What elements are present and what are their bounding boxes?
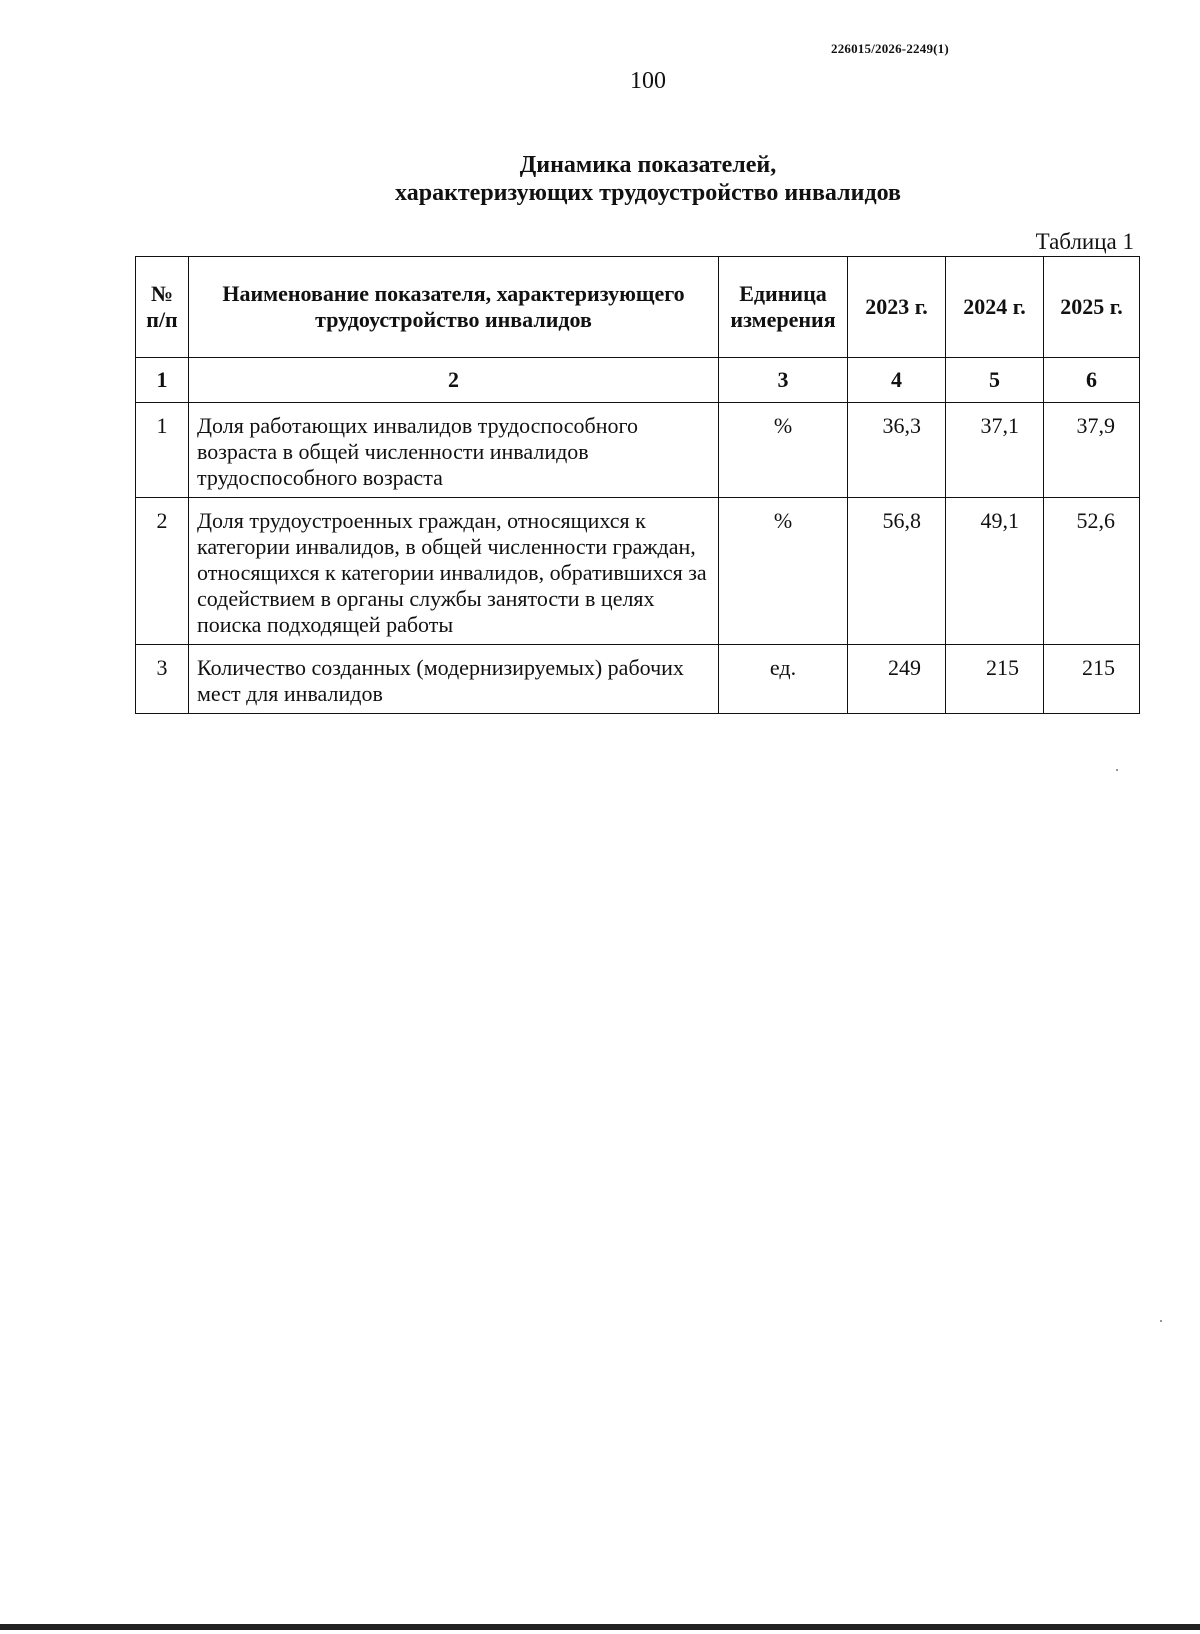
indicator-unit: %: [719, 403, 848, 498]
page-title: [0, 151, 1200, 207]
column-number: 4: [848, 358, 946, 403]
value-2023: 249: [848, 645, 946, 714]
value-2024: 215: [946, 645, 1044, 714]
scan-edge-bar: [0, 1624, 1200, 1630]
row-number: 3: [136, 645, 189, 714]
value-2023: 56,8: [848, 498, 946, 645]
indicator-name: Доля работающих инвалидов трудоспособного возраста в общей численности инвалидов трудоспособного возраста: [189, 403, 719, 498]
table-row: [136, 645, 1140, 714]
header-num: № п/п: [136, 257, 189, 358]
table-header-row: [136, 257, 1140, 358]
title-line-1: Динамика показателей,: [519, 152, 777, 178]
value-2023: 36,3: [848, 403, 946, 498]
column-number: 1: [136, 358, 189, 403]
scan-speck: [1116, 769, 1118, 771]
column-number: 6: [1044, 358, 1140, 403]
value-2025: 37,9: [1044, 403, 1140, 498]
indicator-name: Количество созданных (модернизируемых) рабочих мест для инвалидов: [189, 645, 719, 714]
table-row: [136, 498, 1140, 645]
header-2025: 2025 г.: [1044, 257, 1140, 358]
column-numbers-row: [136, 358, 1140, 403]
value-2025: 52,6: [1044, 498, 1140, 645]
scan-speck: [1160, 1320, 1162, 1322]
indicator-unit: ед.: [719, 645, 848, 714]
value-2024: 49,1: [946, 498, 1044, 645]
table-label: Таблица 1: [1035, 229, 1134, 254]
title-line-2: характеризующих трудоустройство инвалидов: [395, 180, 901, 206]
row-number: 2: [136, 498, 189, 645]
indicator-name: Доля трудоустроенных граждан, относящихся к категории инвалидов, в общей численности граждан, относящихся к категории инвалидов, обратившихся за содействием в органы службы занятости в целях поиска подходящей работы: [189, 498, 719, 645]
column-number: 2: [189, 358, 719, 403]
header-name: Наименование показателя, характеризующего трудоустройство инвалидов: [189, 257, 719, 358]
header-2023: 2023 г.: [848, 257, 946, 358]
column-number: 3: [719, 358, 848, 403]
row-number: 1: [136, 403, 189, 498]
page-number: 100: [630, 68, 666, 94]
indicator-unit: %: [719, 498, 848, 645]
column-number: 5: [946, 358, 1044, 403]
document-id: 226015/2026-2249(1): [831, 41, 949, 56]
value-2025: 215: [1044, 645, 1140, 714]
table-row: [136, 403, 1140, 498]
value-2024: 37,1: [946, 403, 1044, 498]
header-2024: 2024 г.: [946, 257, 1044, 358]
header-unit: Единица измерения: [719, 257, 848, 358]
indicators-table: [135, 256, 1140, 714]
